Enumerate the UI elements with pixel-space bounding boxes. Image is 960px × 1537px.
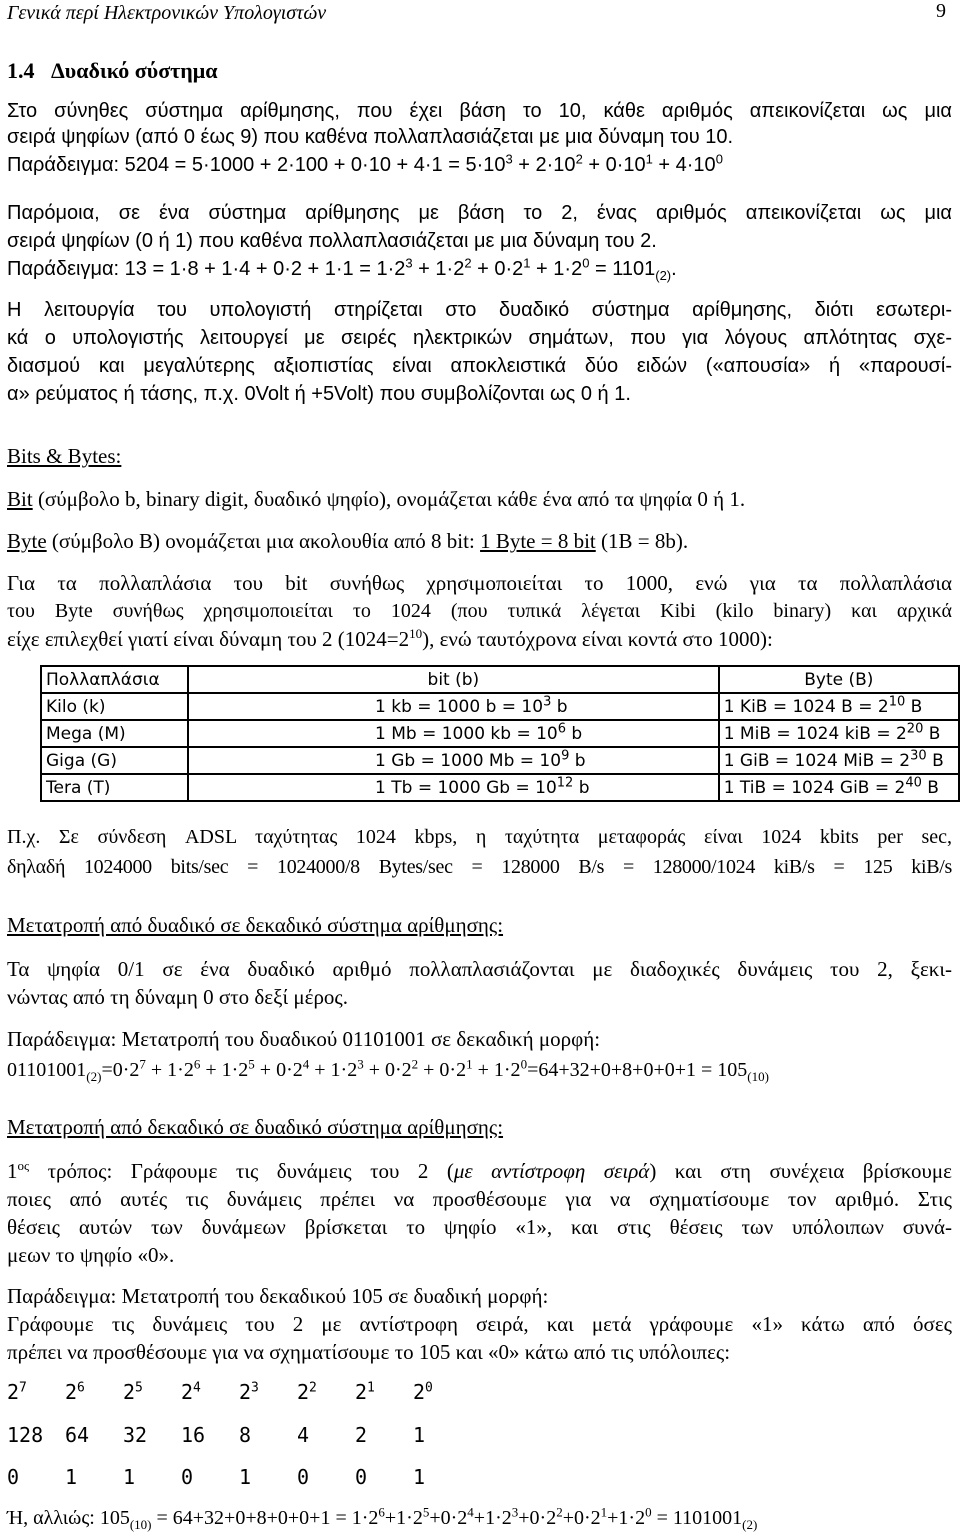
values-row: [7, 1423, 471, 1447]
table-cell: 1 Tb = 1000 $Gb = 10^{12}$ b: [188, 774, 719, 801]
header-title: Γενικά περί Ηλεκτρονικών Υπολογιστών: [7, 2, 327, 24]
bit-definition: Bit (σύμβολο b, binary digit, δυαδικό ψηφίο), ονομάζεται κάθε ένα από τα ψηφία 0 ή 1.: [7, 487, 746, 511]
table-header-cell: Πολλαπλάσια: [41, 666, 188, 693]
bin-example-title: Παράδειγμα: Μετατροπή του δυαδικού 01101001 σε δεκαδική μορφή:: [7, 1027, 601, 1051]
table-row: [41, 774, 959, 801]
paragraph-line: Για τα πολλαπλάσια του bit συνήθως χρησιμοποιείται το 1000, ενώ για τα πολλαπλάσια: [7, 571, 952, 595]
power-cell: $2^2$: [297, 1380, 317, 1404]
bit-cell: 1: [413, 1465, 426, 1489]
paragraph-line: Η λειτουργία του υπολογιστή στηρίζεται στο δυαδικό σύστημα αρίθμησης, διότι εσωτερι-: [7, 299, 952, 321]
bit-cell: 0: [355, 1465, 368, 1489]
value-cell: 32: [123, 1423, 148, 1447]
paragraph-line: θέσεις αυτών των δυνάμεων βρίσκεται το ψηφίο «1», και στις θέσεις των υπόλοιπων συνά-: [7, 1215, 952, 1239]
method-line: $1^{o\varsigma}$ τρόπος: Γράφουμε τις δυνάμεις του 2 (με αντίστροφη σειρά) και στη συνέχεια βρίσκουμε: [7, 1158, 952, 1183]
paragraph-line: πρέπει να προσθέσουμε για να σχηματίσουμε το 105 και «0» κάτω από τις υπόλοιπες:: [7, 1340, 731, 1364]
bits-row: [7, 1465, 471, 1489]
paragraph-line: διασμού και μεγαλύτερης αξιοπιστίας είναι αποκλειστικά δύο ειδών («απουσία» ή «παρουσί-: [7, 355, 952, 377]
value-cell: 64: [65, 1423, 90, 1447]
power-cell: $2^6$: [65, 1380, 85, 1404]
bit-cell: 0: [7, 1465, 20, 1489]
value-cell: 8: [239, 1423, 252, 1447]
table-cell: 1 KiB = 1024 $B = 2^{10}$ B: [719, 693, 959, 720]
alternative-formula: Ή, αλλιώς: $105_{(10)} = 64+32+0+8+0+0+1 = 1\cdot 2^6+1\cdot 2^5+0\cdot 2^4+1\cdot 2^3+0\cdot 2^2+0\cdot 2^1+1\cdot 2^0 = 1101001_{(2)}$: [7, 1504, 758, 1532]
table-cell: Tera (T): [41, 774, 188, 801]
table-header-cell: bit (b): [188, 666, 719, 693]
paragraph-line: Παρόμοια, σε ένα σύστημα αρίθμησης με βάση το 2, ένας αριθμός απεικονίζεται ως μια: [7, 202, 952, 224]
bin-to-dec-formula: $01101001_{(2)}=0\cdot 2^7 + 1\cdot 2^6 + 1\cdot 2^5 + 0\cdot 2^4 + 1\cdot 2^3 + 0\cdot 2^2 + 0\cdot 2^1 + 1\cdot 2^0=64+32+0+8+0+0+1 = 105_{(10)}$: [7, 1056, 769, 1084]
bit-cell: 0: [297, 1465, 310, 1489]
byte-definition: Byte (σύμβολο B) ονομάζεται μια ακολουθία από 8 bit: 1 Byte = 8 bit (1B = 8b).: [7, 529, 689, 553]
paragraph-line: είχε επιλεχθεί γιατί είναι δύναμη του 2 $(1024=2^{10})$, ενώ ταυτόχρονα είναι κοντά στο 1000):: [7, 626, 773, 651]
value-cell: 4: [297, 1423, 310, 1447]
section-number: 1.4: [7, 58, 35, 83]
powers-row: [7, 1380, 471, 1404]
table-cell: Mega (M): [41, 720, 188, 747]
table-cell: 1 Gb = 1000 $Mb = 10^9$ b: [188, 747, 719, 774]
paragraph-line: σειρά ψηφίων (από 0 έως 9) που καθένα πολλαπλασιάζεται με μια δύναμη του 10.: [7, 126, 734, 148]
table-cell: 1 kb = 1000 $b = 10^3$ b: [188, 693, 719, 720]
decimal-example: Παράδειγμα: $5204 = 5\cdot 1000 + 2\cdot 100 + 0\cdot 10 + 4\cdot 1 = 5\cdot 10^3 + 2\cdot 10^2 + 0\cdot 10^1 + 4\cdot 10^0$: [7, 151, 723, 176]
bit-cell: 1: [65, 1465, 78, 1489]
bits-bytes-heading: Bits & Bytes:: [7, 444, 122, 468]
table-cell: 1 MiB = 1024 kiB = $2^{20}$ B: [719, 720, 959, 747]
paragraph-line: κά ο υπολογιστής λειτουργεί με σειρές ηλεκτρικών σημάτων, που για λόγους απλότητας σχε-: [7, 327, 952, 349]
value-cell: 128: [7, 1423, 44, 1447]
power-cell: $2^1$: [355, 1380, 375, 1404]
table-row: [41, 693, 959, 720]
paragraph-line: νώντας από τη δύναμη 0 στο δεξί μέρος.: [7, 985, 348, 1009]
paragraph-line: Τα ψηφία 0/1 σε ένα δυαδικό αριθμό πολλαπλασιάζονται με διαδοχικές δυνάμεις του 2, ξεκι-: [7, 957, 952, 981]
bit-cell: 1: [123, 1465, 136, 1489]
binary-example: Παράδειγμα: $13 = 1\cdot 8 + 1\cdot 4 + 0\cdot 2 + 1\cdot 1 = 1\cdot 2^3 + 1\cdot 2^2 + 0\cdot 2^1 + 1\cdot 2^0 = 1101_{(2)}$.: [7, 255, 677, 283]
running-header: [7, 0, 952, 26]
paragraph-line: Γράφουμε τις δυνάμεις του 2 με αντίστροφη σειρά, και μετά γράφουμε «1» κάτω από όσες: [7, 1312, 952, 1336]
table-header-cell: Byte (B): [719, 666, 959, 693]
paragraph-line: μεων το ψηφίο «0».: [7, 1243, 175, 1267]
paragraph-line: σειρά ψηφίων (0 ή 1) που καθένα πολλαπλασιάζεται με μια δύναμη του 2.: [7, 230, 657, 252]
dec-to-bin-heading: Μετατροπή από δεκαδικό σε δυαδικό σύστημα αρίθμησης:: [7, 1115, 504, 1139]
bit-cell: 1: [239, 1465, 252, 1489]
value-cell: 2: [355, 1423, 368, 1447]
power-cell: $2^7$: [7, 1380, 27, 1404]
table-cell: Kilo (k): [41, 693, 188, 720]
table-header-row: [41, 666, 959, 693]
section-heading: [7, 58, 952, 84]
paragraph-line: α» ρεύματος ή τάσης, π.χ. 0Volt ή +5Volt) που συμβολίζονται ως 0 ή 1.: [7, 383, 631, 405]
bin-to-dec-heading: Μετατροπή από δυαδικό σε δεκαδικό σύστημα αρίθμησης:: [7, 913, 504, 937]
page-number: 9: [936, 0, 946, 22]
table-cell: 1 Mb = 1000 kb = $10^6$ b: [188, 720, 719, 747]
table-cell: Giga (G): [41, 747, 188, 774]
table-cell: 1 TiB = 1024 GiB = $2^{40}$ B: [719, 774, 959, 801]
paragraph-line: Στο σύνηθες σύστημα αρίθμησης, που έχει βάση το 10, κάθε αριθμός απεικονίζεται ως μια: [7, 100, 952, 122]
value-cell: 16: [181, 1423, 206, 1447]
multiples-table: [40, 665, 960, 802]
table-cell: 1 GiB = 1024 MiB = $2^{30}$ B: [719, 747, 959, 774]
table-row: [41, 747, 959, 774]
adsl-example-line: δηλαδή 1024000 bits/sec = 1024000/8 Bytes/sec = 128000 B/s = 128000/1024 kiB/s = 125 kiB/s: [7, 856, 952, 878]
adsl-example-line: Π.χ. Σε σύνδεση ADSL ταχύτητας 1024 kbps, η ταχύτητα μεταφοράς είναι 1024 kbits per sec,: [7, 826, 952, 848]
paragraph-line: ποιες από αυτές τις δυνάμεις πρέπει να προσθέσουμε για να σχηματίσουμε τον αριθμό. Στις: [7, 1187, 952, 1211]
section-title: Δυαδικό σύστημα: [51, 58, 218, 83]
power-cell: $2^4$: [181, 1380, 201, 1404]
power-cell: $2^5$: [123, 1380, 143, 1404]
power-cell: $2^3$: [239, 1380, 259, 1404]
value-cell: 1: [413, 1423, 426, 1447]
dec-example-title: Παράδειγμα: Μετατροπή του δεκαδικού 105 σε δυαδική μορφή:: [7, 1284, 549, 1308]
power-cell: $2^0$: [413, 1380, 433, 1404]
bit-cell: 0: [181, 1465, 194, 1489]
table-row: [41, 720, 959, 747]
paragraph-line: του Byte συνήθως χρησιμοποιείται το 1024 (που τυπικά λέγεται Kibi (kilo binary) και αρχικά: [7, 600, 952, 622]
